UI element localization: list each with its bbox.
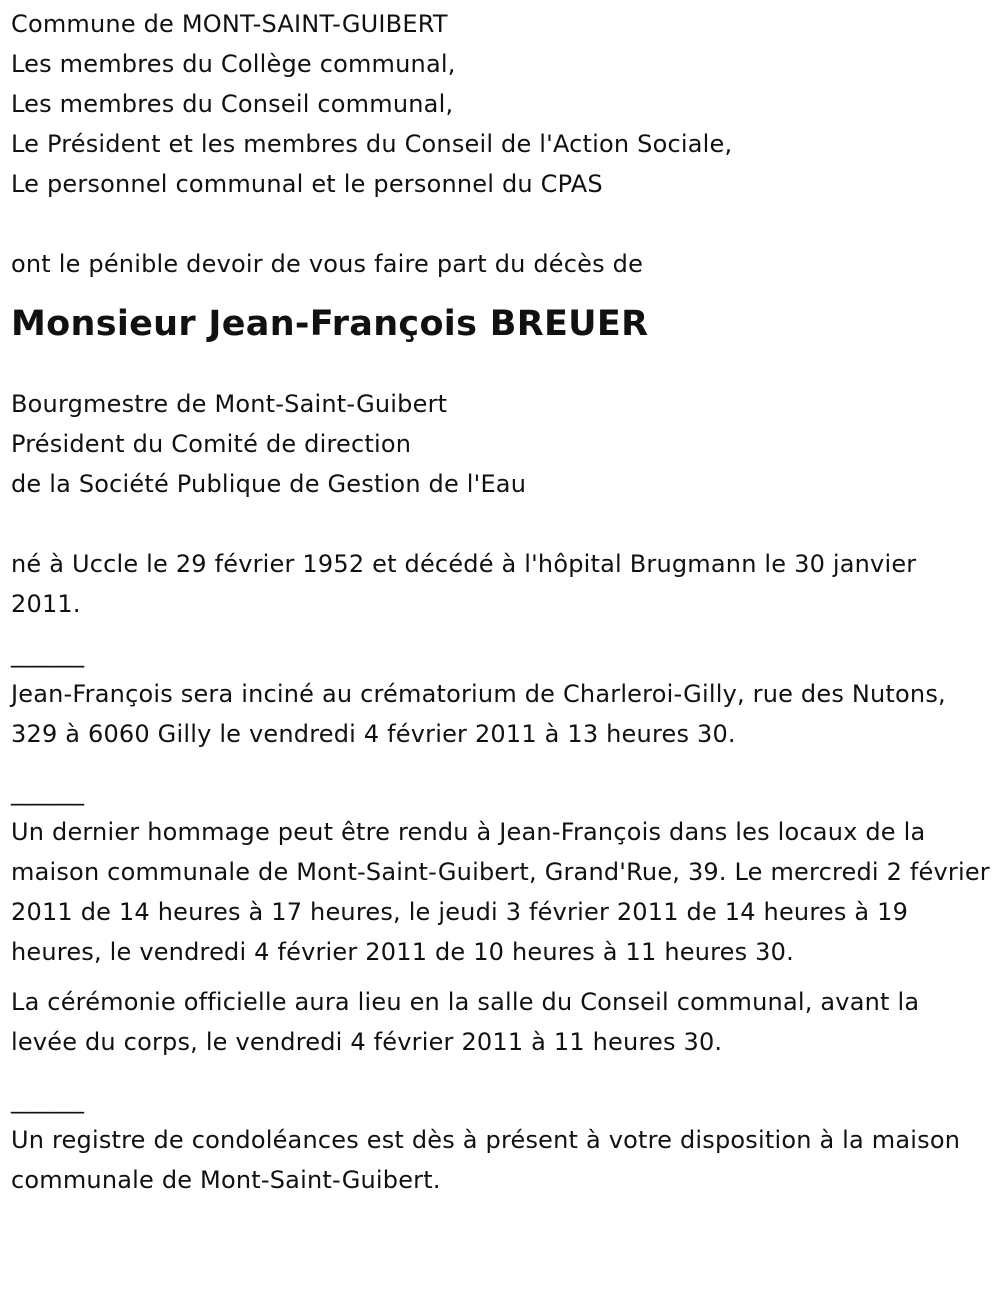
tribute-info: Un dernier hommage peut être rendu à Jean-François dans les locaux de la maison communale de Mont-Saint-Guibert, Grand'Rue, 39. Le mercredi 2 février 2011 de 14 heures à 17 heures, le jeudi 3 février 2011 de 14 heures à 19 heures, le vendredi 4 février 2011 de 10 heures à 11 heures 30. [11,818,990,966]
spacer [11,346,991,384]
header-line-commune: Commune de MONT-SAINT-GUIBERT [11,10,448,38]
obituary-notice [11,4,991,1200]
spacer [11,504,991,544]
header-line-conseil: Les membres du Conseil communal, [11,90,454,118]
header-line-college: Les membres du Collège communal, [11,50,456,78]
deceased-title-president: Président du Comité de direction [11,430,412,458]
deceased-title-company: de la Société Publique de Gestion de l'Eau [11,470,527,498]
cremation-info: Jean-François sera inciné au crématorium de Charleroi-Gilly, rue des Nutons, 329 à 6060 Gilly le vendredi 4 février 2011 à 13 heures 30. [11,680,946,748]
deceased-name: Monsieur Jean-François BREUER [11,304,649,344]
separator-3: ______ [11,1086,85,1114]
spacer [11,204,991,244]
header-line-cpas-council: Le Président et les membres du Conseil de l'Action Sociale, [11,130,733,158]
deceased-title-mayor: Bourgmestre de Mont-Saint-Guibert [11,390,448,418]
announcement-text: ont le pénible devoir de vous faire part du décès de [11,250,644,278]
birth-death-dates: né à Uccle le 29 février 1952 et décédé à l'hôpital Brugmann le 30 janvier 2011. [11,550,917,618]
condolence-register-info: Un registre de condoléances est dès à présent à votre disposition à la maison communale de Mont-Saint-Guibert. [11,1126,961,1194]
ceremony-info: La cérémonie officielle aura lieu en la salle du Conseil communal, avant la levée du corps, le vendredi 4 février 2011 à 11 heures 30. [11,988,920,1056]
separator-2: ______ [11,778,85,806]
separator-1: ______ [11,640,85,668]
header-line-staff: Le personnel communal et le personnel du CPAS [11,170,603,198]
